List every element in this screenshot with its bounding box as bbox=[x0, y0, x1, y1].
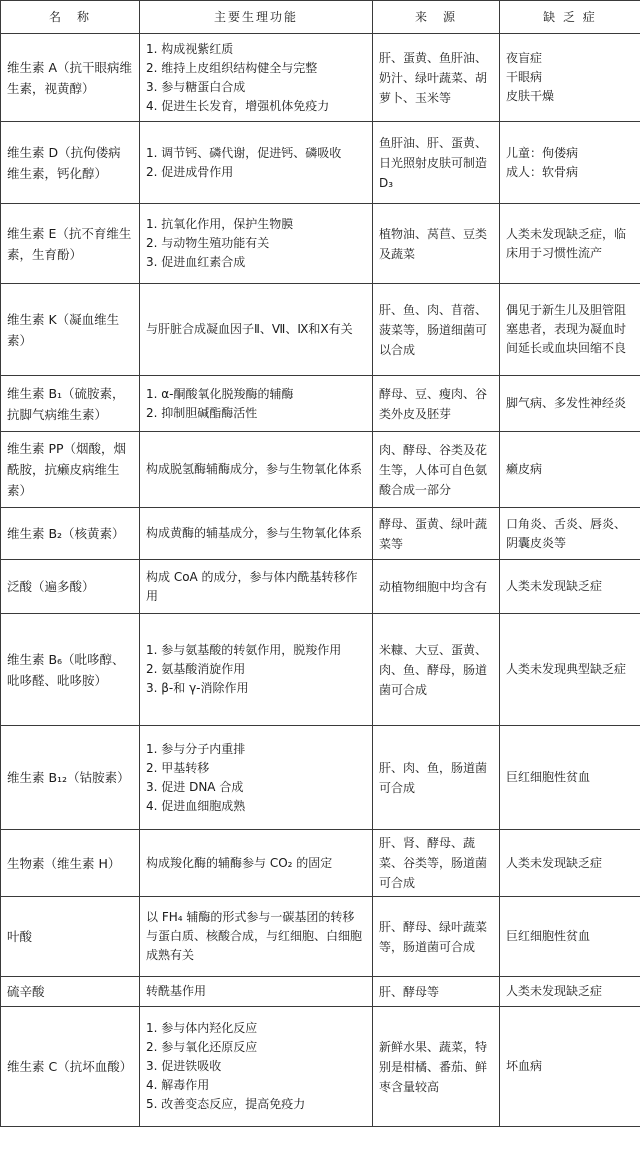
deficiency-item: 干眼病 bbox=[506, 70, 543, 84]
function-cell bbox=[140, 284, 373, 376]
table-row bbox=[1, 284, 640, 376]
function-item: 2. 与动物生殖功能有关 bbox=[146, 236, 270, 250]
vitamin-name: 叶酸 bbox=[1, 897, 140, 977]
function-item: 4. 解毒作用 bbox=[146, 1078, 210, 1092]
source-cell: 肝、鱼、肉、苜蓿、菠菜等，肠道细菌可以合成 bbox=[373, 284, 500, 376]
deficiency-cell bbox=[500, 726, 640, 830]
header-row bbox=[1, 1, 640, 34]
vitamin-name: 维生素 E（抗不育维生素，生育酚） bbox=[1, 204, 140, 284]
table-row bbox=[1, 614, 640, 726]
deficiency-cell bbox=[500, 122, 640, 204]
deficiency-item: 人类未发现典型缺乏症 bbox=[506, 662, 627, 676]
function-item: 构成 CoA 的成分，参与体内酰基转移作用 bbox=[146, 569, 358, 603]
deficiency-item: 脚气病、多发性神经炎 bbox=[506, 396, 627, 410]
source-cell: 鱼肝油、肝、蛋黄、日光照射皮肤可制造 D₃ bbox=[373, 122, 500, 204]
function-item: 2. 甲基转移 bbox=[146, 760, 210, 775]
source-cell: 动植物细胞中均含有 bbox=[373, 560, 500, 614]
deficiency-item: 人类未发现缺乏症 bbox=[506, 855, 603, 870]
function-item: 构成脱氢酶辅酶成分，参与生物氧化体系 bbox=[146, 462, 363, 476]
function-cell bbox=[140, 432, 373, 508]
deficiency-cell bbox=[500, 34, 640, 122]
table-row bbox=[1, 1007, 640, 1127]
vitamin-name: 维生素 PP（烟酸，烟酰胺，抗癞皮病维生素） bbox=[1, 432, 140, 508]
function-cell bbox=[140, 560, 373, 614]
function-item: 3. 促进 DNA 合成 bbox=[146, 779, 244, 794]
vitamin-name: 维生素 A（抗干眼病维生素，视黄醇） bbox=[1, 34, 140, 122]
header-deficiency: 缺 乏 症 bbox=[500, 1, 640, 34]
deficiency-cell bbox=[500, 560, 640, 614]
table-body bbox=[1, 34, 640, 1127]
function-item: 4. 促进生长发育，增强机体免疫力 bbox=[146, 98, 330, 113]
deficiency-cell bbox=[500, 376, 640, 432]
table-row bbox=[1, 376, 640, 432]
function-cell bbox=[140, 204, 373, 284]
function-cell bbox=[140, 830, 373, 897]
function-item: 5. 改善变态反应，提高免疫力 bbox=[146, 1097, 306, 1111]
source-cell: 肝、肉、鱼，肠道菌可合成 bbox=[373, 726, 500, 830]
table-row bbox=[1, 432, 640, 508]
function-item: 3. β-和 γ-消除作用 bbox=[146, 681, 249, 695]
vitamin-name: 维生素 C（抗坏血酸） bbox=[1, 1007, 140, 1127]
source-cell: 肝、肾、酵母、蔬菜、谷类等，肠道菌可合成 bbox=[373, 830, 500, 897]
vitamin-name: 维生素 K（凝血维生素） bbox=[1, 284, 140, 376]
deficiency-item: 巨红细胞性贫血 bbox=[506, 770, 591, 784]
function-cell bbox=[140, 34, 373, 122]
source-cell: 植物油、莴苣、豆类及蔬菜 bbox=[373, 204, 500, 284]
vitamin-name: 硫辛酸 bbox=[1, 977, 140, 1007]
function-item: 转酰基作用 bbox=[146, 984, 207, 998]
source-cell: 新鲜水果、蔬菜，特别是柑橘、番茄、鲜枣含量较高 bbox=[373, 1007, 500, 1127]
deficiency-item: 人类未发现缺乏症 bbox=[506, 984, 603, 998]
function-item: 2. 氨基酸消旋作用 bbox=[146, 662, 246, 676]
function-cell bbox=[140, 376, 373, 432]
vitamin-name: 维生素 B₆（吡哆醇、吡哆醛、吡哆胺） bbox=[1, 614, 140, 726]
function-item: 3. 促进铁吸收 bbox=[146, 1059, 222, 1073]
deficiency-cell bbox=[500, 830, 640, 897]
table-row bbox=[1, 977, 640, 1007]
function-item: 1. 参与体内羟化反应 bbox=[146, 1021, 258, 1035]
function-item: 2. 抑制胆碱酯酶活性 bbox=[146, 405, 258, 420]
deficiency-cell bbox=[500, 614, 640, 726]
function-item: 1. 参与氨基酸的转氨作用，脱羧作用 bbox=[146, 643, 342, 657]
table-row bbox=[1, 897, 640, 977]
deficiency-item: 人类未发现缺乏症 bbox=[506, 579, 603, 593]
source-cell: 肝、酵母等 bbox=[373, 977, 500, 1007]
deficiency-item: 口角炎、舌炎、唇炎、阴囊皮炎等 bbox=[506, 516, 627, 550]
deficiency-item: 夜盲症 bbox=[506, 51, 543, 65]
vitamin-name: 维生素 B₂（核黄素） bbox=[1, 508, 140, 560]
source-cell: 肝、酵母、绿叶蔬菜等，肠道菌可合成 bbox=[373, 897, 500, 977]
function-cell bbox=[140, 614, 373, 726]
table-row bbox=[1, 122, 640, 204]
table-row bbox=[1, 726, 640, 830]
deficiency-cell bbox=[500, 897, 640, 977]
deficiency-item: 癞皮病 bbox=[506, 462, 543, 476]
source-cell: 米糠、大豆、蛋黄、肉、鱼、酵母，肠道菌可合成 bbox=[373, 614, 500, 726]
vitamin-name: 维生素 B₁（硫胺素，抗脚气病维生素） bbox=[1, 376, 140, 432]
source-cell: 肉、酵母、谷类及花生等，人体可自色氨酸合成一部分 bbox=[373, 432, 500, 508]
function-item: 3. 促进血红素合成 bbox=[146, 255, 246, 269]
function-item: 1. 参与分子内重排 bbox=[146, 741, 246, 756]
function-cell bbox=[140, 897, 373, 977]
function-item: 构成黄酶的辅基成分，参与生物氧化体系 bbox=[146, 526, 363, 540]
function-item: 构成羧化酶的辅酶参与 CO₂ 的固定 bbox=[146, 855, 333, 870]
deficiency-cell bbox=[500, 432, 640, 508]
source-cell: 酵母、蛋黄、绿叶蔬菜等 bbox=[373, 508, 500, 560]
vitamin-name: 生物素（维生素 H） bbox=[1, 830, 140, 897]
deficiency-cell bbox=[500, 284, 640, 376]
table-row bbox=[1, 560, 640, 614]
function-item: 1. α-酮酸氧化脱羧酶的辅酶 bbox=[146, 386, 294, 401]
function-cell bbox=[140, 726, 373, 830]
function-cell bbox=[140, 1007, 373, 1127]
function-item: 1. 构成视紫红质 bbox=[146, 41, 234, 56]
function-item: 2. 参与氧化还原反应 bbox=[146, 1040, 258, 1054]
deficiency-cell bbox=[500, 1007, 640, 1127]
function-item: 与肝脏合成凝血因子Ⅱ、Ⅶ、Ⅸ和Ⅹ有关 bbox=[146, 322, 353, 336]
deficiency-cell bbox=[500, 204, 640, 284]
deficiency-item: 成人：软骨病 bbox=[506, 164, 579, 179]
vitamin-name: 维生素 B₁₂（钴胺素） bbox=[1, 726, 140, 830]
function-item: 2. 促进成骨作用 bbox=[146, 164, 234, 179]
deficiency-item: 皮肤干燥 bbox=[506, 89, 555, 103]
function-item: 2. 维持上皮组织结构健全与完整 bbox=[146, 60, 318, 75]
vitamin-name: 维生素 D（抗佝偻病维生素，钙化醇） bbox=[1, 122, 140, 204]
deficiency-item: 儿童：佝偻病 bbox=[506, 145, 579, 160]
header-function: 主要生理功能 bbox=[140, 1, 373, 34]
vitamin-name: 泛酸（遍多酸） bbox=[1, 560, 140, 614]
table-row bbox=[1, 34, 640, 122]
source-cell: 酵母、豆、瘦肉、谷类外皮及胚芽 bbox=[373, 376, 500, 432]
source-cell: 肝、蛋黄、鱼肝油、奶汁、绿叶蔬菜、胡萝卜、玉米等 bbox=[373, 34, 500, 122]
function-cell bbox=[140, 122, 373, 204]
function-item: 3. 参与糖蛋白合成 bbox=[146, 79, 246, 94]
function-item: 以 FH₄ 辅酶的形式参与一碳基团的转移与蛋白质、核酸合成，与红细胞、白细胞成熟有关 bbox=[146, 910, 363, 962]
deficiency-item: 偶见于新生儿及胆管阻塞患者，表现为凝血时间延长或血块回缩不良 bbox=[506, 303, 627, 355]
function-item: 4. 促进血细胞成熟 bbox=[146, 798, 246, 813]
deficiency-item: 巨红细胞性贫血 bbox=[506, 929, 591, 943]
header-name: 名 称 bbox=[1, 1, 140, 34]
header-source: 来 源 bbox=[373, 1, 500, 34]
deficiency-item: 坏血病 bbox=[506, 1059, 543, 1073]
function-cell bbox=[140, 977, 373, 1007]
table-row bbox=[1, 204, 640, 284]
function-item: 1. 抗氧化作用，保护生物膜 bbox=[146, 217, 294, 231]
function-cell bbox=[140, 508, 373, 560]
deficiency-item: 人类未发现缺乏症，临床用于习惯性流产 bbox=[506, 226, 627, 260]
table-row bbox=[1, 508, 640, 560]
table-row bbox=[1, 830, 640, 897]
deficiency-cell bbox=[500, 508, 640, 560]
deficiency-cell bbox=[500, 977, 640, 1007]
function-item: 1. 调节钙、磷代谢，促进钙、磷吸收 bbox=[146, 145, 342, 160]
